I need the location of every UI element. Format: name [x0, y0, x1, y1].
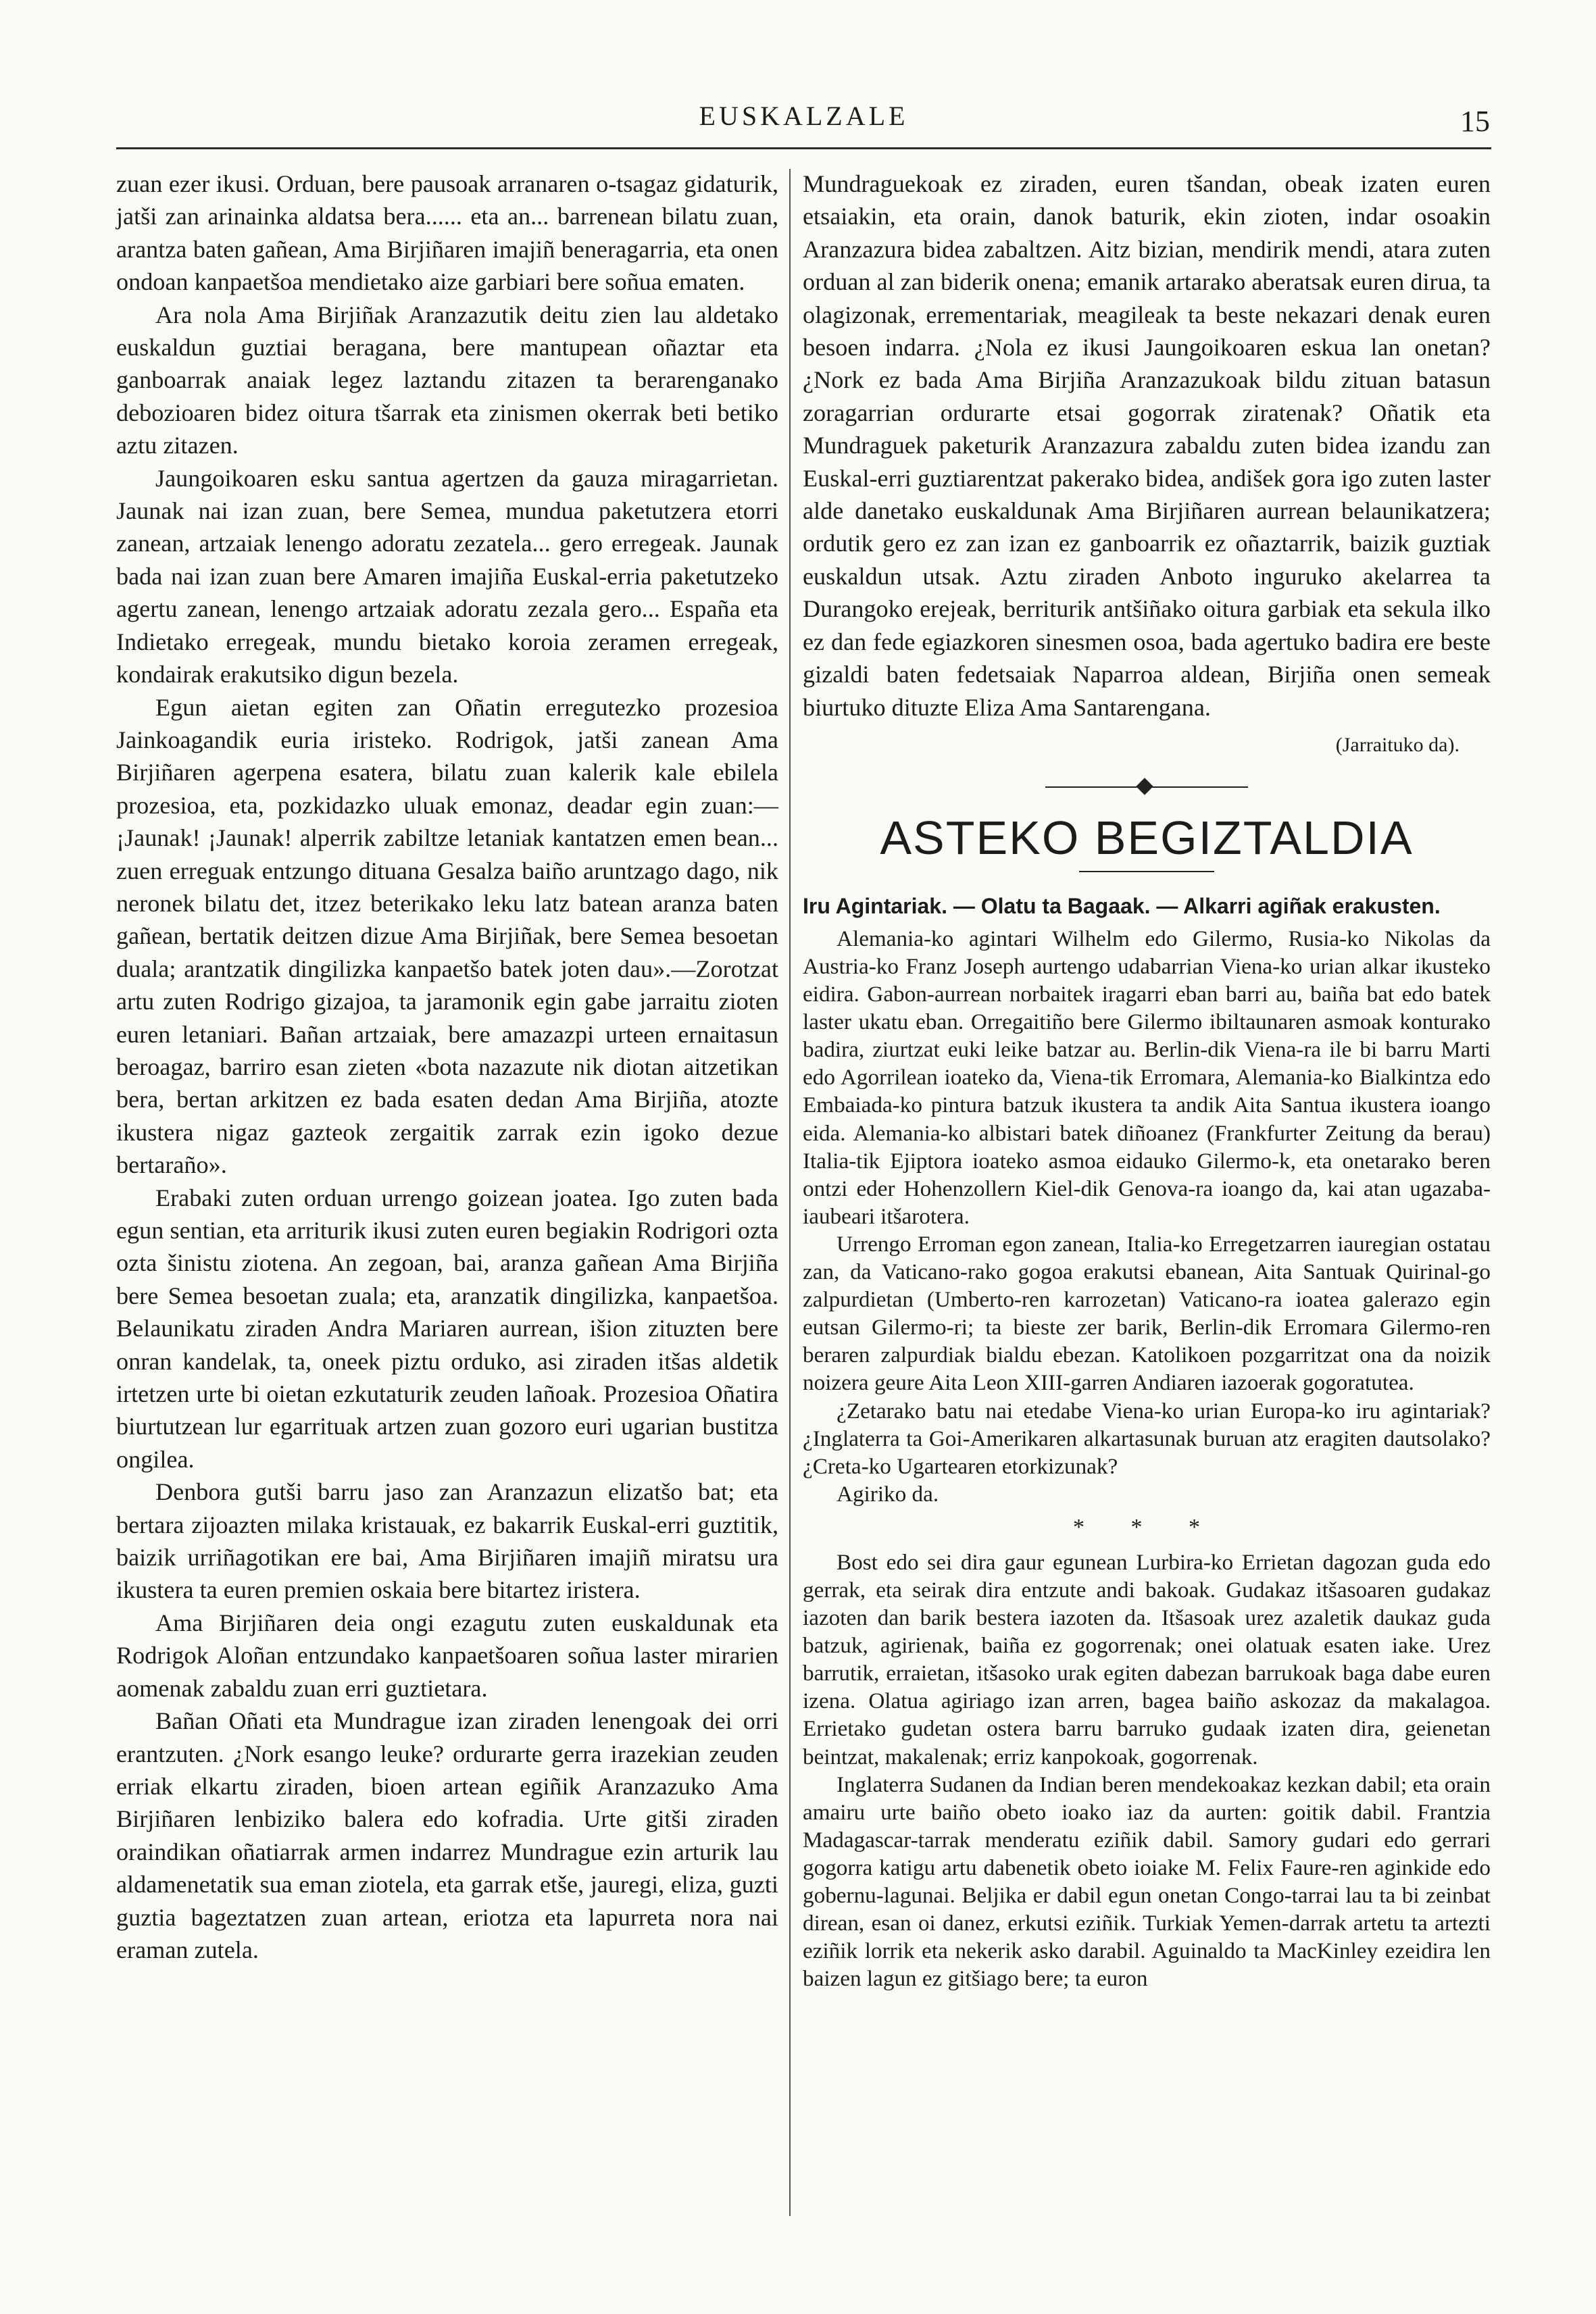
section-ornament [1045, 779, 1248, 795]
paragraph: Jaungoikoaren esku santua agertzen da gauza miragarrietan. Jaunak nai izan zuan, bere Semea, mundua paketutzera etorri zanean, artzaiak lenengo adoratu zezatela... gero erregeak. Jaunak bada nai izan zuan bere Amaren imajiña Euskal-erria paketutzeko agertu zanean, lenengo artzaiak adoratu zezala gero... España eta Indietako erregeak, mundu bietako koroia zeramen erregeak, kondairak erakutsiko digun bezela. [116, 464, 778, 688]
paragraph: Erabaki zuten orduan urrengo goizean joatea. Igo zuten bada egun sentian, eta arriturik ikusi zuten euren begiakin Rodrigori ozta ozta šinistu ziotena. An zegoan, bai, aranza gañean Ama Birjiña bere Semea besoetan zuala; eta, aranzatik dingilizka, kanpaetšoa. Belaunikatu ziraden Andra Mariaren aurrean, išion zituzten bere onran kandelak, ta, oneek piztu orduko, asi ziraden itšas aldetik irtetzen urte bi oietan ezkutaturik zeuden lañoak. Prozesioa Oñatira biurtutzean lur egarrituak artzen zuan gozoro euri ugarian bustitza ongilea. [116, 1184, 778, 1473]
section-title: ASTEKO BEGIZTALDIA [880, 811, 1414, 864]
paragraph: Bost edo sei dira gaur egunean Lurbira-ko Errietan dagozan guda edo gerrak, eta seirak dira entzute andi bakoak. Gudakaz itšasoaren gudakaz iazoten dan barik bestera iazoten da. Itšasoak urez azaletik daukaz guda batzuk, agirienak, baiña ez gogorrenak; onei olatuak esaten iake. Urez barrutik, erraietan, itšasoko urak egiten dabezan barrukoak baga dabe euren izena. Olatua agiriago izan arren, bagea baiño askozaz da makalagoa. Errietako gudetan ostera barru barruko gudaak izaten dira, geienetan beintzat, makalenak; erriz kanpokoak, gogorrenak. [803, 1549, 1491, 1769]
paragraph: Egun aietan egiten zan Oñatin erregutezko prozesioa Jainkoagandik euria iristeko. Rodrigok, jatši zanean Ama Birjiñaren agerpena esatera, bilatu zuan kalerik kale ebilela prozesioa, eta, pozkidazko uluak emonaz, deadar egin zuan:—¡Jaunak! ¡Jaunak! alperrik zabiltze letaniak kantatzen emen bean... zuen erreguak entzungo dituana Gesalza baiño aruntzago dago, nik neronek bilatu det, itzez beterikako leku latz batean aranza baten gañean, bertatik deitzen dizue Ama Birjiñak, bere Semea besoetan duala; arantzatik dingilizka kanpaetšo batek joten dau».—Zorotzat artu zuten Rodrigo gizajoa, ta jaramonik egin gabe jarraitu zioten euren letaniari. Bañan artzaiak, bere amazazpi urteen ernaitasun beroagaz, barriro esan zieten «bota nazazute nik diotan aitzetikan bera, bertan arkitzen ez bada esaten dedan Ama Birjiña, atozte ikustera nigaz gazteok zergaitik zarrak ezin igoko dezue bertaraño». [116, 693, 778, 1179]
paragraph: Agiriko da. [837, 1481, 939, 1507]
page-header [116, 95, 1491, 149]
paragraph: Urrengo Erroman egon zanean, Italia-ko Erregetzarren iauregian ostatau zan, da Vaticano-rako gogoa erakutsi ebanean, Aita Santuak Quirinal-go zalpurdietan (Umberto-ren karrozetan) Vaticano-ra ioatea galerazo egin eutsan Gilermo-ri; ta bieste zer barik, Berlin-dik Erromara Gilermo-ren beraren zalpurdiak bialdu ebezan. Katolikoen pozgarritzat ona da noizik noizera geure Aita Leon XIII-garren Andiaren iazoerak gogoratutea. [803, 1231, 1491, 1396]
paragraph: Ama Birjiñaren deia ongi ezagutu zuten euskaldunak eta Rodrigok Aloñan entzundako kanpaetšoaren soñua laster mirarien aomenak zabaldu zuan erri guztietara. [116, 1609, 778, 1702]
news-body [803, 925, 1491, 1992]
page-number: 15 [1460, 105, 1490, 138]
left-column [116, 168, 778, 2213]
ornament-diamond-icon [1136, 778, 1153, 795]
title-underline [1079, 871, 1214, 872]
paragraph: Denbora gutši barru jaso zan Aranzazun elizatšo bat; eta bertara zijoazten milaka kristauak, ez bakarrik Euskal-erri guztitik, baizik urriñagotikan ere bai, Ama Birjiñaren imajiñ miratsu ura ikustera ta euren premien oskaia bere bitartez iristera. [116, 1478, 778, 1604]
paragraph: ¿Zetarako batu nai etedabe Viena-ko urian Europa-ko iru agintariak? ¿Inglaterra ta Goi-Amerikaren alkartasunak buruan atz eragiten dautsolako? ¿Creta-ko Ugartearen etorkizunak? [803, 1398, 1491, 1479]
paragraph: zuan ezer ikusi. Orduan, bere pausoak arranaren o-tsagaz gidaturik, jatši zan arinainka aldatsa bera...... eta an... barrenean bilatu zuan, arantza baten gañean, Ama Birjiñaren imajiñ beneragarria, eta onen ondoan kanpaetšoa mendietako aize garbiari bere soñua ematen. [116, 170, 778, 296]
section-subheading: Iru Agintariak. — Olatu ta Bagaak. — Alkarri agiñak erakusten. [803, 893, 1441, 918]
paragraph: Inglaterra Sudanen da Indian beren mendekoakaz kezkan dabil; eta orain amairu urte baiño obeto ioako iaz da aurten: goitik dabil. Frantzia Madagascar-tarrak menderatu eziñik dabil. Samory gudari edo gerrari gogorra katigu artu dabenetik obeto ioiake M. Felix Faure-ren aginkide edo gobernu-lagunai. Beljika er dabil egun onetan Congo-tarrai lau ta bi zeinbat direan, esan oi danez, erkutsi eziñik. Turkiak Yemen-darrak artetu ta artezti eziñik lorrik eta nekerik asko darabil. Aguinaldo ta MacKinley ezeidira len baizen lagun ez gitšiago bere; ta euron [803, 1771, 1491, 1992]
paragraph: Alemania-ko agintari Wilhelm edo Gilermo, Rusia-ko Nikolas da Austria-ko Franz Joseph aurtengo udabarrian Viena-ko urian alkar ikusteko eidira. Gabon-aurrean norbaitek iragarri eban barri au, baiña bat edo batek laster ukatu eban. Orregaitiño bere Gilermo ibiltaunaren asmoak konturako badira, ziurtzat euki leike batzar au. Berlin-dik Viena-ra ile bi barru Marti edo Agorrilean ioateko da, Viena-tik Erromara, Alemania-ko Bialkintza edo Embaiada-ko pintura batzuk ikustera ta andik Aita Santua ikustera ioango eida. Alemania-ko albistari batek diñoanez (Frankfurter Zeitung da berau) Italia-tik Ejiptora ioateko asmoa eidauko Gilermo-k, eta onetarako beren ontzi eder Hohenzollern Kiel-dik Genova-ra ioango da, kai atan ugazaba-iaubeari itšarotera. [803, 926, 1491, 1229]
column-divider [789, 169, 791, 2216]
continued-note: (Jarraituko da). [1335, 733, 1460, 756]
right-column [803, 168, 1491, 2213]
asterism: * * * [1073, 1514, 1220, 1540]
running-title: EUSKALZALE [699, 101, 909, 131]
paragraph: Bañan Oñati eta Mundrague izan ziraden lenengoak dei orri erantzuten. ¿Nork esango leuke? ordurarte gerra irazekian zeuden erriak elkartu ziraden, bioen artean egiñik Aranzazuko Ama Birjiñaren lenbiziko balera edo kofradia. Urte gitši ziraden oraindikan oñatiarrak armen indarrez Mundrague ezin arturik lau aldamenetatik sua eman ziotela, eta garrak etše, jauregi, eliza, guzti guztia bageztatzen zuan artean, eriotza eta lapurreta nora nai eraman zutela. [116, 1707, 778, 1963]
paragraph: Mundraguekoak ez ziraden, euren tšandan, obeak izaten euren etsaiakin, eta orain, danok baturik, ekin zioten, indar osoakin Aranzazura bidea zabaltzen. Aitz bizian, mendirik mendi, atara zuten orduan al zan biderik onena; emanik artarako aberatsak euren dirua, ta olagizonak, errementariak, meagileak ta beste nekazari denak euren besoen indarra. ¿Nola ez ikusi Jaungoikoaren eskua lan onetan? ¿Nork ez bada Ama Birjiña Aranzazukoak bildu zituan batasun zoragarrian ordurarte etsai gogorrak ziratenak? Oñatik eta Mundraguek paketurik Aranzazura zabaldu zuten bidea izandu zan Euskal-erri guztiarentzat pakerako bidea, andišek gora igo zuten laster alde danetako euskaldunak Ama Birjiñaren aurrean belaunikatzera; ordutik gero ez zan izan ez ganboarrik ez oñaztarrik, baizik guztiak euskaldun utsak. Aztu ziraden Anboto inguruko akelarrea ta Durangoko erejeak, berriturik antšiñako oitura garbiak eta sekula ilko ez dan fede egiazkoren sinesmen osoa, bada agertuko badira ere beste gizaldi baten fedetsaiak Naparroa aldean, Birjiña onen semeak biurtuko dituzte Eliza Ama Santarengana. [803, 170, 1491, 721]
paragraph: Ara nola Ama Birjiñak Aranzazutik deitu zien lau aldetako euskaldun guztiai beragana, bere mantupean oñaztar eta ganboarrak anaiak legez laztandu zitazen ta berarenganako debozioaren bidez oitura tšarrak eta zinismen okerrak beti betiko aztu zitazen. [116, 301, 778, 459]
